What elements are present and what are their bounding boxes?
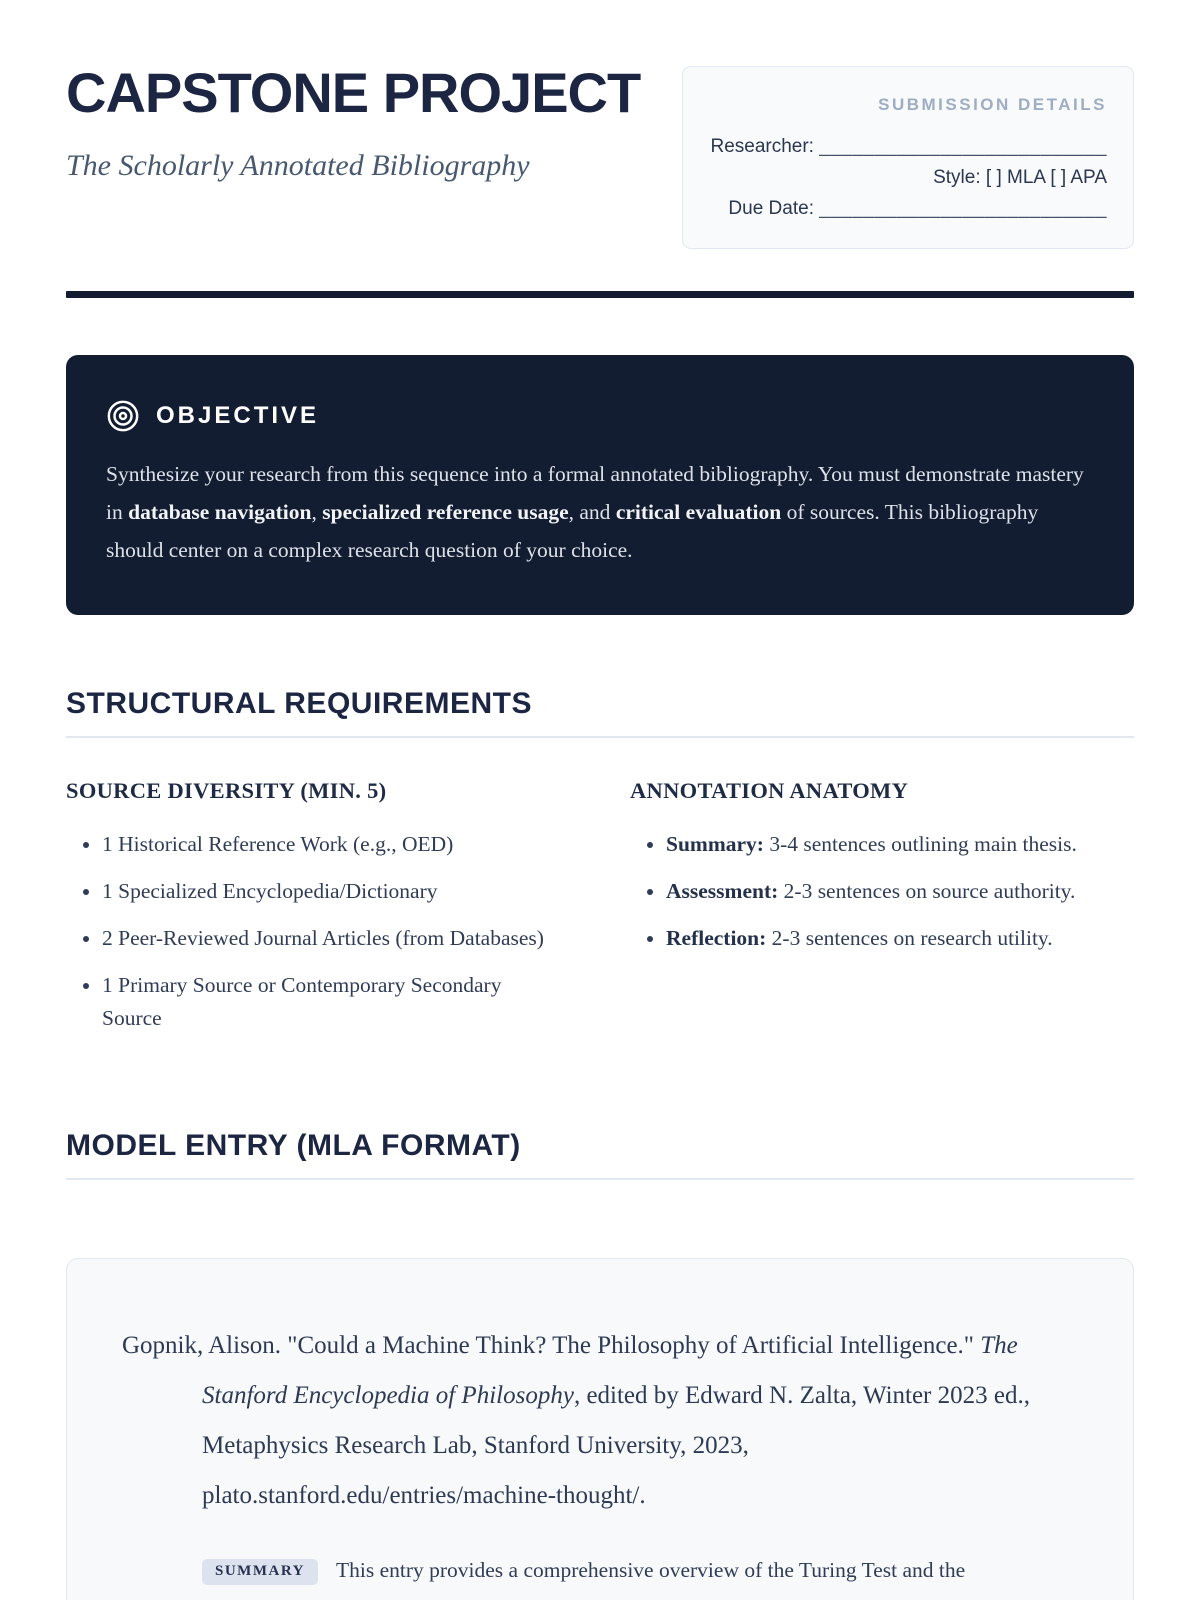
annotation-anatomy-heading: ANNOTATION ANATOMY — [630, 778, 909, 803]
requirements-columns — [66, 778, 1134, 1049]
anatomy-desc: 2-3 sentences on source authority. — [778, 879, 1076, 903]
target-icon — [106, 399, 140, 433]
source-diversity-list — [66, 828, 570, 1035]
section-divider — [66, 1178, 1134, 1180]
source-diversity-heading: SOURCE DIVERSITY (MIN. 5) — [66, 778, 387, 803]
list-item: • 2 Peer-Reviewed Journal Articles (from Databases) — [102, 922, 562, 955]
summary-badge: SUMMARY — [202, 1559, 318, 1585]
objective-bold-specialized-reference: specialized reference usage — [322, 500, 569, 524]
annotation-anatomy-column — [630, 778, 1134, 1049]
anatomy-desc: 2-3 sentences on research utility. — [766, 926, 1053, 950]
due-date-label: Due Date: — [728, 198, 814, 219]
due-date-blank-line: __________________________ — [819, 198, 1107, 219]
objective-text-part: Synthesize your research from this sequence into a formal annotated bibliography. You must demonstrate mastery in — [106, 462, 1084, 524]
objective-bold-database-navigation: database navigation — [128, 500, 312, 524]
citation-work-title: The Stanford Encyclopedia of Philosophy — [202, 1332, 1018, 1409]
objective-text-part: of sources. This bibliography should center on a complex research question of your choice. — [106, 500, 1039, 562]
list-item: • 1 Primary Source or Contemporary Secondary Source — [102, 969, 562, 1035]
section-divider — [66, 736, 1134, 738]
summary-text: This entry provides a comprehensive overview of the Turing Test and the — [335, 1558, 966, 1582]
objective-text — [106, 455, 1094, 569]
objective-heading: OBJECTIVE — [156, 402, 320, 429]
style-checkboxes: Style: [ ] MLA [ ] APA — [933, 167, 1107, 188]
model-entry-heading: MODEL ENTRY (MLA FORMAT) — [66, 1129, 521, 1162]
list-item — [666, 922, 1134, 955]
researcher-field — [709, 131, 1107, 162]
annotation-paragraph — [122, 1545, 1078, 1595]
annotation-anatomy-list — [630, 828, 1134, 955]
anatomy-term: Summary: — [666, 832, 764, 856]
submission-details-panel — [682, 66, 1134, 249]
objective-text-part: , and — [568, 500, 616, 524]
model-entry-section — [66, 1129, 1134, 1600]
title-block — [66, 58, 640, 183]
submission-details-heading: SUBMISSION DETAILS — [878, 95, 1107, 114]
anatomy-term: Reflection: — [666, 926, 767, 950]
page-title: CAPSTONE PROJECT — [66, 61, 641, 124]
anatomy-desc: 3-4 sentences outlining main thesis. — [763, 832, 1077, 856]
model-entry-card — [66, 1258, 1134, 1600]
list-item: • 1 Specialized Encyclopedia/Dictionary — [102, 875, 562, 908]
objective-text-part: , — [311, 500, 323, 524]
anatomy-term: Assessment: — [666, 879, 779, 903]
researcher-label: Researcher: — [710, 136, 814, 157]
list-item — [666, 828, 1134, 861]
page-subtitle: The Scholarly Annotated Bibliography — [66, 148, 530, 182]
objective-bold-critical-evaluation: critical evaluation — [615, 500, 782, 524]
researcher-blank-line: __________________________ — [819, 136, 1107, 157]
due-date-field — [709, 193, 1107, 224]
objective-callout — [66, 355, 1134, 615]
list-item: • 1 Historical Reference Work (e.g., OED) — [102, 828, 562, 861]
page-header — [66, 58, 1134, 249]
source-diversity-column — [66, 778, 570, 1049]
list-item — [666, 875, 1134, 908]
citation-text-part: Gopnik, Alison. "Could a Machine Think? The Philosophy of Artificial Intelligence." — [122, 1332, 981, 1359]
mla-citation — [122, 1321, 1078, 1521]
structural-requirements-heading: STRUCTURAL REQUIREMENTS — [66, 687, 532, 720]
objective-title-row — [106, 399, 1094, 433]
structural-requirements-section — [66, 687, 1134, 1049]
citation-text-part: , edited by Edward N. Zalta, Winter 2023 ed., Metaphysics Research Lab, Stanford University, 2023, plato.stanford.edu/entries/machine-thought/. — [202, 1382, 1030, 1509]
header-divider — [66, 291, 1134, 298]
